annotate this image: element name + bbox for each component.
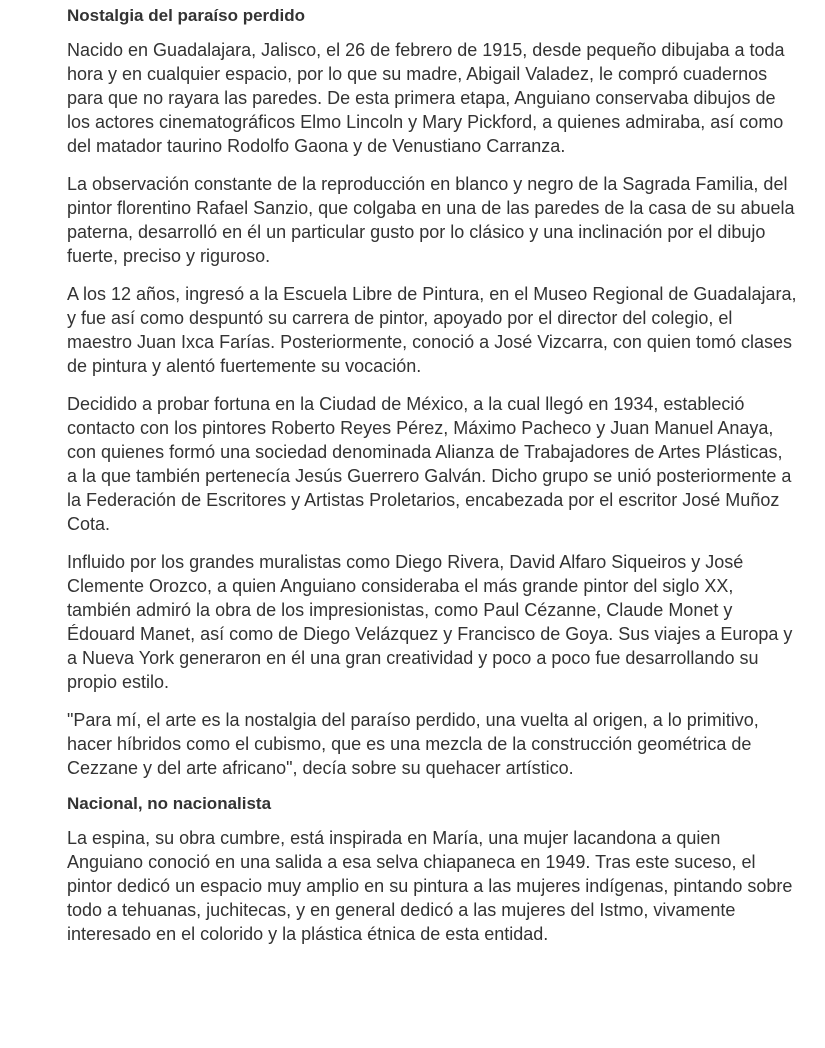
section-heading: Nacional, no nacionalista — [67, 794, 272, 813]
paragraph-sagrada-familia: La observación constante de la reproducción en blanco y negro de la Sagrada Familia, del pintor florentino Rafael Sanzio, que colgaba en una de las paredes de la casa de su abuela paterna, desarrolló en él un particular gusto por lo clásico y una inclinación por el dibujo fuerte, preciso y riguroso. — [67, 174, 795, 266]
paragraph-cita-paraiso-perdido: "Para mí, el arte es la nostalgia del paraíso perdido, una vuelta al origen, a lo primitivo, hacer híbridos como el cubismo, que es una mezcla de la construcción geométrica de Cezzane y del arte africano", decía sobre su quehacer artístico. — [67, 710, 759, 778]
section-heading: Nostalgia del paraíso perdido — [67, 6, 306, 25]
paragraph-influencias: Influido por los grandes muralistas como Diego Rivera, David Alfaro Siqueiros y José Clemente Orozco, a quien Anguiano consideraba el más grande pintor del siglo XX, también admiró la obra de los impresionistas, como Paul Cézanne, Claude Monet y Édouard Manet, así como de Diego Velázquez y Francisco de Goya. Sus viajes a Europa y a Nueva York generaron en él una gran creatividad y poco a poco fue desarrollando su propio estilo. — [67, 552, 793, 692]
paragraph-birth-childhood: Nacido en Guadalajara, Jalisco, el 26 de febrero de 1915, desde pequeño dibujaba a toda hora y en cualquier espacio, por lo que su madre, Abigail Valadez, le compró cuadernos para que no rayara las paredes. De esta primera etapa, Anguiano conservaba dibujos de los actores cinematográficos Elmo Lincoln y Mary Pickford, a quienes admiraba, así como del matador taurino Rodolfo Gaona y de Venustiano Carranza. — [67, 40, 785, 156]
paragraph-ciudad-de-mexico: Decidido a probar fortuna en la Ciudad de México, a la cual llegó en 1934, estableció contacto con los pintores Roberto Reyes Pérez, Máximo Pacheco y Juan Manuel Anaya, con quienes formó una sociedad denominada Alianza de Trabajadores de Artes Plásticas, a la que también pertenecía Jesús Guerrero Galván. Dicho grupo se unió posteriormente a la Federación de Escritores y Artistas Proletarios, encabezada por el escritor José Muñoz Cota. — [67, 394, 792, 534]
section-nacional-no-nacionalista — [67, 794, 797, 946]
paragraph-la-espina: La espina, su obra cumbre, está inspirada en María, una mujer lacandona a quien Anguiano conoció en una salida a esa selva chiapaneca en 1949. Tras este suceso, el pintor dedicó un espacio muy amplio en su pintura a las mujeres indígenas, pintando sobre todo a tehuanas, juchitecas, y en general dedicó a las mujeres del Istmo, vivamente interesado en el colorido y la plástica étnica de esta entidad. — [67, 828, 793, 944]
section-nostalgia-del-paraiso-perdido — [67, 6, 797, 780]
paragraph-escuela-libre-de-pintura: A los 12 años, ingresó a la Escuela Libre de Pintura, en el Museo Regional de Guadalajara, y fue así como despuntó su carrera de pintor, apoyado por el director del colegio, el maestro Juan Ixca Farías. Posteriormente, conoció a José Vizcarra, con quien tomó clases de pintura y alentó fuertemente su vocación. — [67, 284, 797, 376]
